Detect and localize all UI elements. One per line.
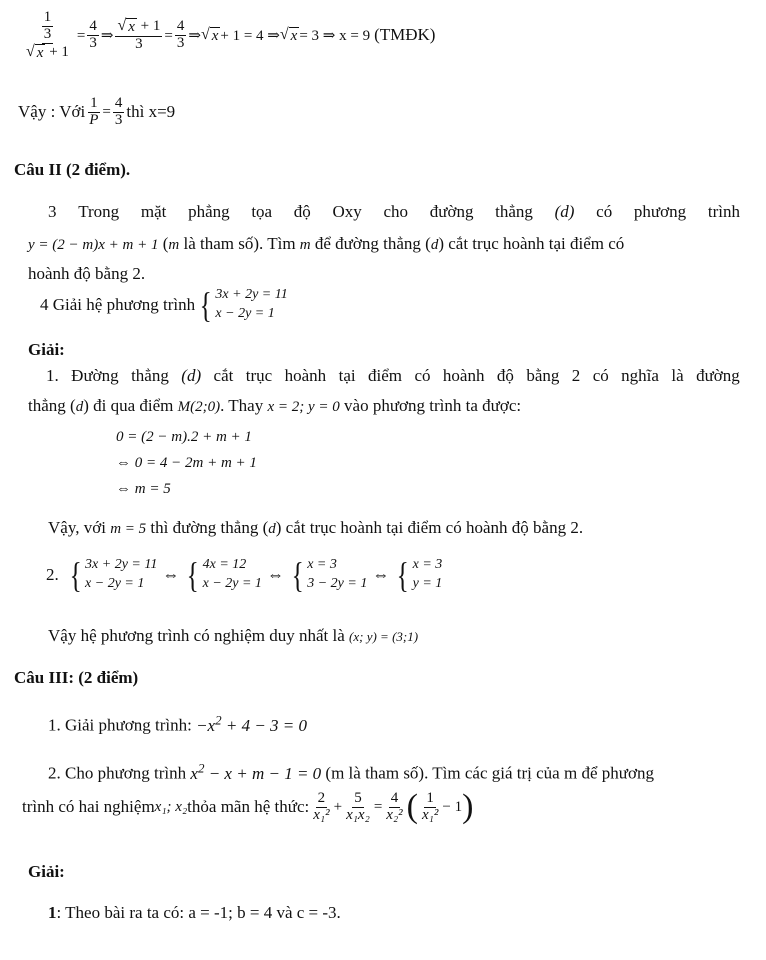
fraction-4-over-x2sq: $\frac{4}{\text{x₂²}}$ [386,789,403,823]
fraction-1-over-P: $\frac{1}{P}$ [89,95,99,128]
nested-fraction: 1 3 √ x + 1 [26,9,69,61]
word: Oxy [332,202,362,221]
word: bằng [526,366,560,385]
word: (d) [554,202,575,221]
problem-3-line-1 [48,202,740,222]
sqrt-x: √ x [26,42,44,61]
equation-step-3: ⇔ m = 5 [116,481,171,497]
word: phẳng [188,202,230,221]
system-d: { x = 3 y = 1 [396,554,443,595]
word: có [592,366,609,385]
system-c: { x = 3 3 − 2y = 1 [291,554,368,595]
word: độ [293,202,311,221]
word: 1. [46,366,59,385]
word: độ [496,366,514,385]
fraction-4-3-c: $\frac{4}{3}$ [114,95,123,128]
derivation-line: 1 3 √ x + 1 = $\frac{4}{3}$ ⇒ √ x + 1 3 = $\frac{4}{3}$ ⇒ √ x + 1 = 4 ⇒ √ x = 3 ⇒ x = 9 (TMĐK) [18,10,435,61]
word: có [596,202,613,221]
equation-system: { 3x + 2y = 11 x − 2y = 1 [199,284,288,325]
system-a: { 3x + 2y = 11 x − 2y = 1 [69,554,158,595]
equation-step-1: 0 = (2 − m).2 + m + 1 [116,429,252,445]
fraction-4-3: $\frac{4}{3}$ [89,18,97,51]
solution-label: Giải: [28,340,65,359]
word: 2 [571,366,581,385]
word: hoành [442,366,485,385]
word: (d) [181,366,202,385]
solution-1-line-1 [46,366,740,386]
word: Trong [78,202,120,221]
solution-2-conclusion: Vậy hệ phương trình có nghiệm duy nhất là (x; y) = (3;1) [48,626,419,645]
word: tại [338,366,356,385]
solution-2-chain: 2. { 3x + 2y = 11 x − 2y = 1 ⇔ { 4x = 12 x − 2y = 1 ⇔ { x = 3 3 − 2y = 1 ⇔ { x = 3 y = 1 [46,554,443,595]
word: đường [429,202,474,221]
word: điểm [368,366,403,385]
word: thẳng [131,366,169,385]
word: trục [245,366,273,385]
word: trình [707,202,740,221]
solution-1-conclusion: Vậy, với m = 5 thì đường thẳng (d) cắt trục hoành tại điểm có hoành độ bằng 2. [48,518,584,537]
system-b: { 4x = 12 x − 2y = 1 [186,554,262,595]
word: hoành [284,366,327,385]
fraction-2-over-x1sq: $\frac{2}{\text{x₁²}}$ [313,789,330,823]
equation-step-2: ⇔ 0 = 4 − 2m + m + 1 [116,455,257,471]
solution-1-line-2: thẳng (d) đi qua điểm M(2;0). Thay x = 2; y = 0 vào phương trình ta được: [28,396,522,415]
section-heading-cau3: Câu III: (2 điểm) [14,668,139,687]
word: thẳng [495,202,533,221]
solution-label-2: Giải: [28,862,65,881]
question-1: 1. Giải phương trình: $-x^2 + 4 - 3 = 0$ [48,712,308,735]
section-heading-cau2: Câu II (2 điểm). [14,160,131,179]
word: cho [383,202,409,221]
question-2-line-2: trình có hai nghiệm x₁; x₂ thỏa mãn hệ thức: $\frac{2}{\text{x₁²}}$ + $\frac{5}{\text{x₁x₂}}$ = $\frac{4}{\text{x₂²}}$ ( $\frac{1}{\text{x₁²}}$ − 1 ) [22,788,474,825]
word: nghĩa [621,366,659,385]
word: cắt [213,366,234,385]
word: mặt [140,202,167,221]
problem-4-line: 4 Giải hệ phương trình { 3x + 2y = 11 x − 2y = 1 [40,284,288,325]
conclusion-line: Vậy : Với $\frac{1}{P}$ = $\frac{4}{3}$ thì x=9 [18,95,176,128]
problem-3-line-3: hoành độ bằng 2. [28,264,146,283]
fraction-5-over-x1x2: $\frac{5}{\text{x₁x₂}}$ [346,789,370,823]
question-2-line-1: 2. Cho phương trình $x^2 - x + m - 1 = 0$ (m là tham số). Tìm các giá trị của m để phương [48,760,654,783]
word: đường [696,366,740,385]
word: có [414,366,431,385]
word: là [671,366,684,385]
word: Đường [71,366,119,385]
condition-note: (TMĐK) [374,25,436,45]
problem-3-line-2: y = (2 − m)x + m + 1 (m là tham số). Tìm m để đường thẳng (d) cắt trục hoành tại điểm có [28,234,625,253]
word: tọa [251,202,273,221]
fraction-4-3-b: $\frac{4}{3}$ [176,18,185,51]
word: phương [633,202,687,221]
fraction-1-over-x1sq: $\frac{1}{\text{x₁²}}$ [421,789,439,823]
word: 3 [48,202,57,221]
fraction-sqrtx-plus1-over-3: √ x + 1 3 [117,17,161,52]
final-line: 1: Theo bài ra ta có: a = -1; b = 4 và c = -3. [48,903,341,922]
